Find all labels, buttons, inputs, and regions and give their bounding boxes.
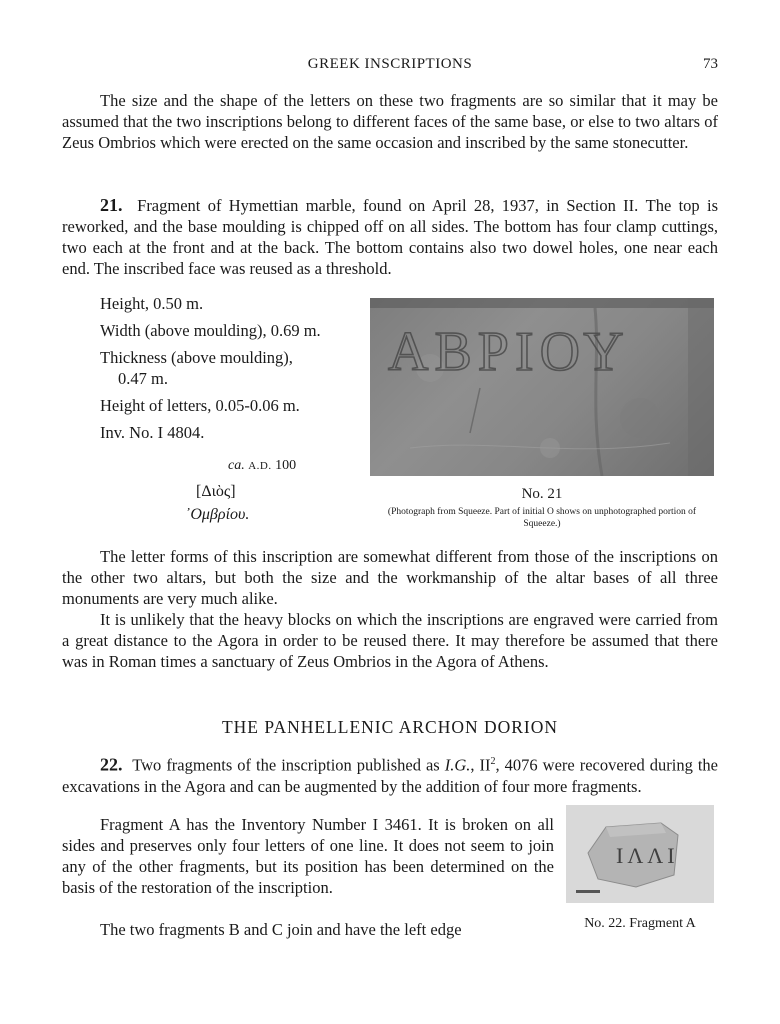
dimension-inventory: Inv. No. I 4804. xyxy=(100,423,205,442)
commentary-paragraph-2: It is unlikely that the heavy blocks on which the inscriptions are engraved were carried from a great distance to the Agora in order to be reused there. It may therefore be assumed that there was in Roman times a sanctuary of Zeus Ombrios in the Agora of Athens. xyxy=(62,610,718,671)
greek-text-line-2: ᾿Ομβρίου. xyxy=(185,506,250,523)
intro-paragraph: The size and the shape of the letters on these two fragments are so similar that it may be assumed that the two inscriptions belong to different faces of the same base, or else to two altars of Zeus Ombrios which were erected on the same occasion and inscribed by the same stonecutter. xyxy=(62,91,718,152)
entry-22-text-after: , 4076 were recovered during the excavations in the Agora and can be augmented by the addition of four more fragments. xyxy=(62,755,718,796)
entry-21-date xyxy=(228,458,296,474)
dimension-thickness-label: Thickness (above moulding), xyxy=(100,348,293,367)
entry-21-text: Fragment of Hymettian marble, found on April 28, 1937, in Section ΙΙ. The top is reworked, and the base moulding is chipped off on all sides. The bottom has four clamp cuttings, two each at the front and at the back. The bottom contains also two dowel holes, one near each end. The inscribed face was reused as a threshold. xyxy=(62,196,718,278)
date-year: 100 xyxy=(275,458,297,473)
page-number: 73 xyxy=(703,56,718,72)
commentary-paragraph-1: The letter forms of this inscription are somewhat different from those of the inscriptions on the other two altars, but both the size and the workmanship of the altar bases of all three monuments are very much alike. xyxy=(62,547,718,608)
dimension-thickness-value: 0.47 m. xyxy=(118,369,168,388)
photo-21-caption-note: (Photograph from Squeeze. Part of initial O shows on unphotographed portion of Squeeze.) xyxy=(387,507,697,529)
entry-22-reference: I.G. xyxy=(444,755,471,775)
greek-text-line-1: [Διὸς] xyxy=(196,483,236,500)
date-era: A.D. xyxy=(248,460,272,472)
section-heading: THE PANHELLENIC ARCHON DORION xyxy=(221,717,559,737)
entry-22-text-before: Two fragments of the inscription published as xyxy=(132,755,445,775)
photo-21-caption-title: No. 21 xyxy=(521,486,563,502)
entry-22-paragraph xyxy=(62,751,718,797)
entry-21-dimensions xyxy=(100,290,321,446)
fragment-a-paragraph: Fragment A has the Inventory Number I 3461. It is broken on all sides and preserves only four letters of one line. It does not seem to join any of the other fragments, but its position has been determined on the basis of the restoration of the inscription. xyxy=(62,815,554,897)
entry-22-reference-volume: , II xyxy=(470,755,491,775)
entry-22-reference-edition: 2 xyxy=(490,756,496,767)
photo-fragment-a-caption: No. 22. Fragment A xyxy=(584,916,696,931)
date-prefix: ca. xyxy=(228,458,245,473)
photo-squeeze-no-21 xyxy=(370,298,714,476)
photo-fragment-a xyxy=(566,805,714,903)
entry-21-paragraph xyxy=(62,195,718,279)
entry-22-number: 22. xyxy=(100,754,123,775)
photo-inscription-letters: ΑΒΡΙΟΥ xyxy=(388,321,630,383)
fragments-bc-paragraph: The two fragments B and C join and have the left edge xyxy=(100,920,462,939)
dimension-height: Height, 0.50 m. xyxy=(100,294,204,313)
running-head: GREEK INSCRIPTIONS xyxy=(307,56,473,72)
dimension-width: Width (above moulding), 0.69 m. xyxy=(100,321,321,340)
entry-21-number: 21. xyxy=(100,195,123,215)
dimension-letter-height: Height of letters, 0.05-0.06 m. xyxy=(100,396,300,415)
fragment-a-letters: ΙΛΛΙ xyxy=(616,843,679,868)
